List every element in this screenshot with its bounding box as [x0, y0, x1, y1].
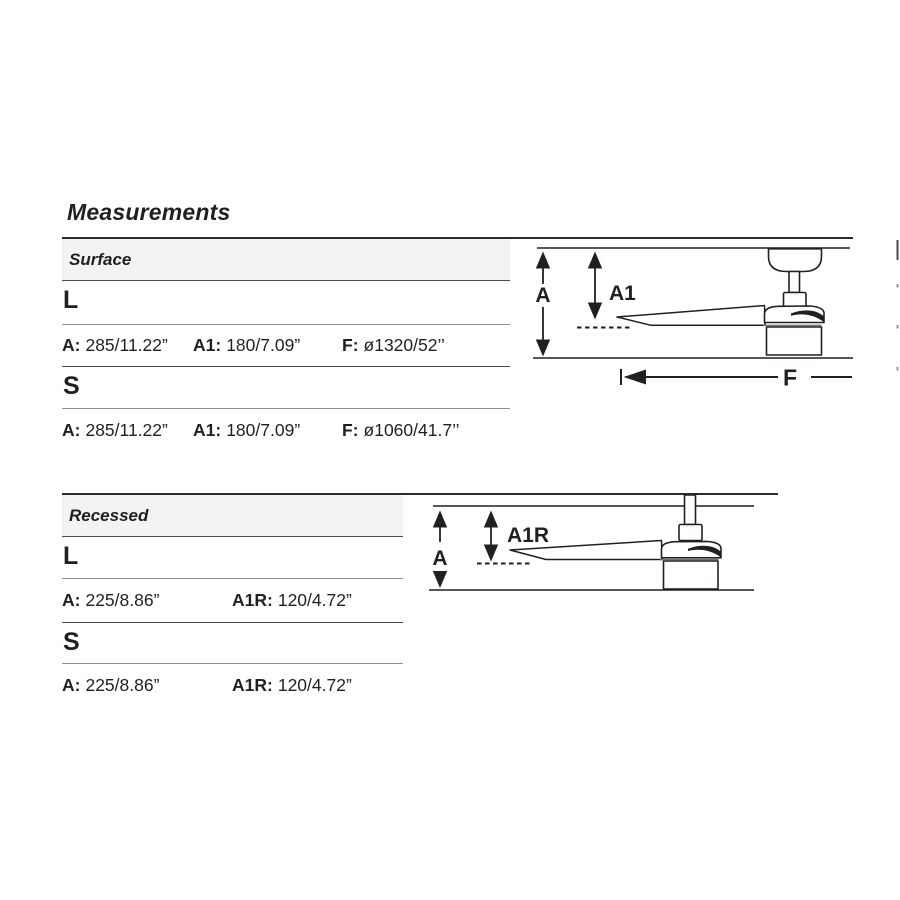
surface-l-measurements [62, 325, 510, 367]
measurement-label: A: [62, 419, 81, 440]
measurement-cell [232, 664, 352, 706]
dimension-label-f: F [783, 364, 798, 391]
recessed-mount-diagram [420, 488, 790, 600]
measurement-value: 285/11.22” [85, 419, 168, 440]
surface-table-header [62, 239, 510, 281]
measurement-label: A: [62, 335, 81, 355]
page-title: Measurements [67, 199, 231, 225]
edge-mark [897, 325, 899, 329]
edge-mark [897, 284, 899, 288]
measurement-value: 180/7.09” [226, 419, 301, 440]
measurement-value: 120/4.72” [277, 674, 352, 695]
measurement-cell [62, 409, 168, 451]
fan-coupler [679, 525, 702, 541]
recessed-table-header [62, 495, 403, 537]
fan-downrod [789, 272, 800, 293]
dimension-arrow-a [432, 511, 447, 589]
fan-coupler [784, 293, 807, 308]
measurement-value: 225/8.86” [85, 590, 160, 610]
measurement-label: A1: [193, 419, 222, 440]
measurement-value: ø1060/41.7’’ [363, 419, 460, 440]
dimension-label-a: A [432, 547, 448, 570]
fan-lower-body [767, 327, 822, 355]
measurement-value: ø1320/52’’ [363, 335, 445, 355]
measurement-cell [62, 325, 168, 366]
fan-canopy [769, 249, 822, 272]
measurement-cell [62, 664, 159, 706]
measurement-cell [232, 579, 352, 622]
measurement-cell [193, 325, 300, 366]
dimension-label-a1r: A1R [507, 524, 550, 547]
recessed-row-l [62, 537, 403, 579]
measurement-value: 180/7.09” [226, 335, 301, 355]
fan-drawing [617, 249, 824, 355]
measurement-cell [62, 579, 159, 622]
variant-label: S [63, 372, 80, 400]
surface-row-s [62, 367, 510, 409]
measurement-cell [342, 409, 460, 451]
fan-lower-body [664, 561, 719, 589]
dimension-arrow-a [535, 252, 550, 357]
recessed-s-measurements [62, 664, 403, 706]
measurement-cell [342, 325, 445, 366]
arrowhead-down-icon [484, 545, 498, 562]
fan-downrod [685, 495, 696, 525]
dimension-label-a1: A1 [609, 282, 636, 305]
arrowhead-down-icon [588, 303, 602, 320]
measurement-label: A: [62, 590, 81, 610]
variant-label: L [63, 542, 79, 570]
arrowhead-down-icon [536, 340, 550, 357]
measurement-value: 225/8.86” [85, 674, 160, 695]
recessed-header-label: Recessed [69, 505, 149, 525]
measurement-cell [193, 409, 300, 451]
page-edge-artifacts [897, 240, 899, 371]
edge-mark [897, 367, 899, 371]
dimension-f [621, 365, 852, 391]
fan-blade [617, 306, 765, 326]
measurement-label: A1R: [232, 590, 273, 610]
dimension-label-a: A [535, 284, 551, 307]
variant-label: L [63, 286, 79, 314]
surface-header-label: Surface [69, 249, 132, 269]
surface-s-measurements [62, 409, 510, 451]
variant-label: S [63, 628, 80, 656]
recessed-l-measurements [62, 579, 403, 623]
measurement-value: 120/4.72” [277, 590, 352, 610]
measurement-label: A1: [193, 335, 222, 355]
surface-row-l [62, 281, 510, 325]
measurement-value: 285/11.22” [85, 335, 168, 355]
measurement-label: F: [342, 419, 359, 440]
arrowhead-down-icon [433, 571, 447, 588]
measurement-label: A: [62, 674, 81, 695]
measurement-label: F: [342, 335, 359, 355]
recessed-row-s [62, 623, 403, 664]
surface-mount-diagram [515, 232, 900, 404]
measurement-label: A1R: [232, 674, 273, 695]
dimension-arrow-a1 [588, 252, 636, 320]
arrowhead-left-icon [624, 370, 647, 385]
